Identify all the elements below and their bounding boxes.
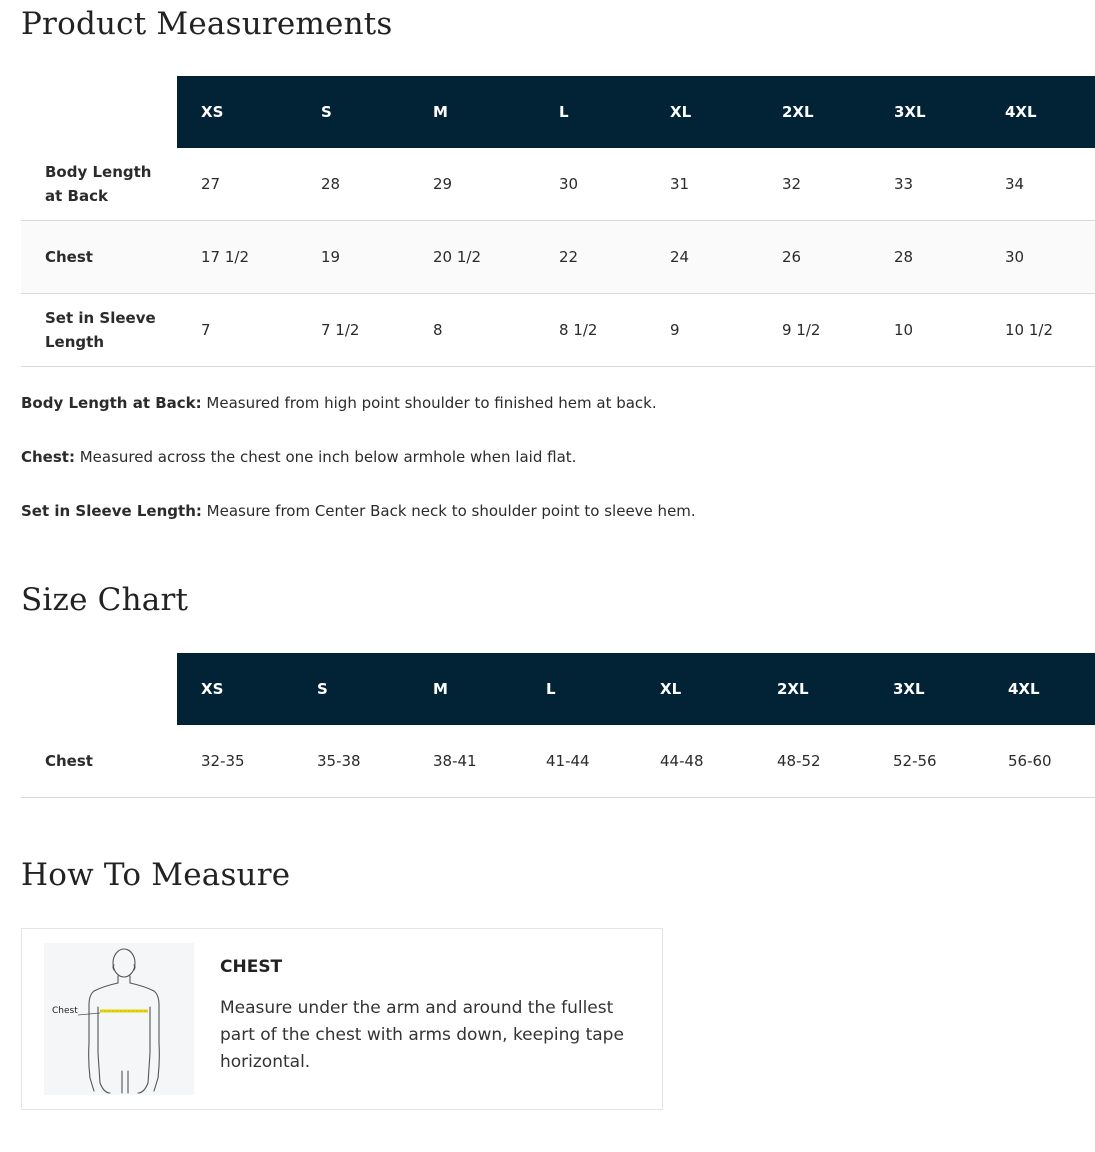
row-label: Chest <box>45 752 93 770</box>
table-row <box>21 221 1095 294</box>
size-header-2xl: 2XL <box>782 103 814 121</box>
table-cell: 17 1/2 <box>201 248 249 266</box>
note-text: Measure from Center Back neck to shoulder point to sleeve hem. <box>201 502 696 520</box>
table-row <box>21 725 1095 798</box>
measurement-notes <box>21 393 1081 555</box>
table-cell: 9 <box>670 321 680 339</box>
table-cell: 10 1/2 <box>1005 321 1053 339</box>
size-header-xl: XL <box>670 103 692 121</box>
size-header-3xl: 3XL <box>894 103 926 121</box>
size-chart-header-row <box>177 653 1095 725</box>
table-cell: 8 1/2 <box>559 321 598 339</box>
table-cell: 56-60 <box>1008 752 1052 770</box>
table-cell: 38-41 <box>433 752 477 770</box>
table-cell: 20 1/2 <box>433 248 481 266</box>
table-cell: 30 <box>559 175 579 193</box>
table-cell: 31 <box>670 175 690 193</box>
measurements-header-row <box>177 76 1095 148</box>
table-cell: 9 1/2 <box>782 321 821 339</box>
note-sleeve-length <box>21 501 1081 555</box>
table-cell: 22 <box>559 248 579 266</box>
note-text: Measured across the chest one inch below armhole when laid flat. <box>74 448 577 466</box>
table-cell: 26 <box>782 248 802 266</box>
row-label: Set in Sleeve Length <box>45 309 156 351</box>
size-header-l: L <box>546 680 556 698</box>
size-header-m: M <box>433 103 448 121</box>
measure-item-description: Measure under the arm and around the fullest part of the chest with arms down, keeping tape horizontal. <box>220 998 624 1072</box>
size-chart-table <box>21 653 1095 798</box>
table-cell: 19 <box>321 248 341 266</box>
table-cell: 30 <box>1005 248 1025 266</box>
chest-measurement-figure-icon <box>44 943 194 1095</box>
size-header-l: L <box>559 103 569 121</box>
size-header-m: M <box>433 680 448 698</box>
table-cell: 48-52 <box>777 752 821 770</box>
table-cell: 27 <box>201 175 221 193</box>
note-text: Measured from high point shoulder to finished hem at back. <box>201 394 657 412</box>
figure-chest-label: Chest <box>52 1006 78 1016</box>
table-cell: 35-38 <box>317 752 361 770</box>
table-row <box>21 294 1095 367</box>
table-cell: 24 <box>670 248 690 266</box>
table-cell: 32-35 <box>201 752 245 770</box>
table-cell: 32 <box>782 175 802 193</box>
how-to-measure-card <box>21 928 663 1110</box>
size-header-s: S <box>321 103 332 121</box>
table-cell: 28 <box>894 248 914 266</box>
note-term: Chest: <box>21 448 75 466</box>
size-header-s: S <box>317 680 328 698</box>
size-header-4xl: 4XL <box>1005 103 1037 121</box>
size-header-3xl: 3XL <box>893 680 925 698</box>
note-term: Set in Sleeve Length: <box>21 502 202 520</box>
table-row <box>21 148 1095 221</box>
table-cell: 7 1/2 <box>321 321 360 339</box>
size-header-xs: XS <box>201 680 224 698</box>
size-header-xs: XS <box>201 103 224 121</box>
table-cell: 28 <box>321 175 341 193</box>
measurements-table <box>21 76 1095 367</box>
size-header-2xl: 2XL <box>777 680 809 698</box>
table-cell: 8 <box>433 321 443 339</box>
how-to-measure-title: How To Measure <box>21 857 291 893</box>
table-cell: 7 <box>201 321 211 339</box>
table-cell: 41-44 <box>546 752 590 770</box>
table-cell: 29 <box>433 175 453 193</box>
size-header-xl: XL <box>660 680 682 698</box>
row-label: Body Length at Back <box>45 163 152 205</box>
note-body-length <box>21 393 1081 447</box>
size-header-4xl: 4XL <box>1008 680 1040 698</box>
table-cell: 52-56 <box>893 752 937 770</box>
measurements-title: Product Measurements <box>21 6 393 42</box>
measure-item-title: CHEST <box>220 957 283 977</box>
table-cell: 44-48 <box>660 752 704 770</box>
note-chest <box>21 447 1081 501</box>
table-cell: 10 <box>894 321 914 339</box>
table-cell: 33 <box>894 175 914 193</box>
row-label: Chest <box>45 248 93 266</box>
size-chart-title: Size Chart <box>21 582 189 618</box>
note-term: Body Length at Back: <box>21 394 202 412</box>
table-cell: 34 <box>1005 175 1025 193</box>
